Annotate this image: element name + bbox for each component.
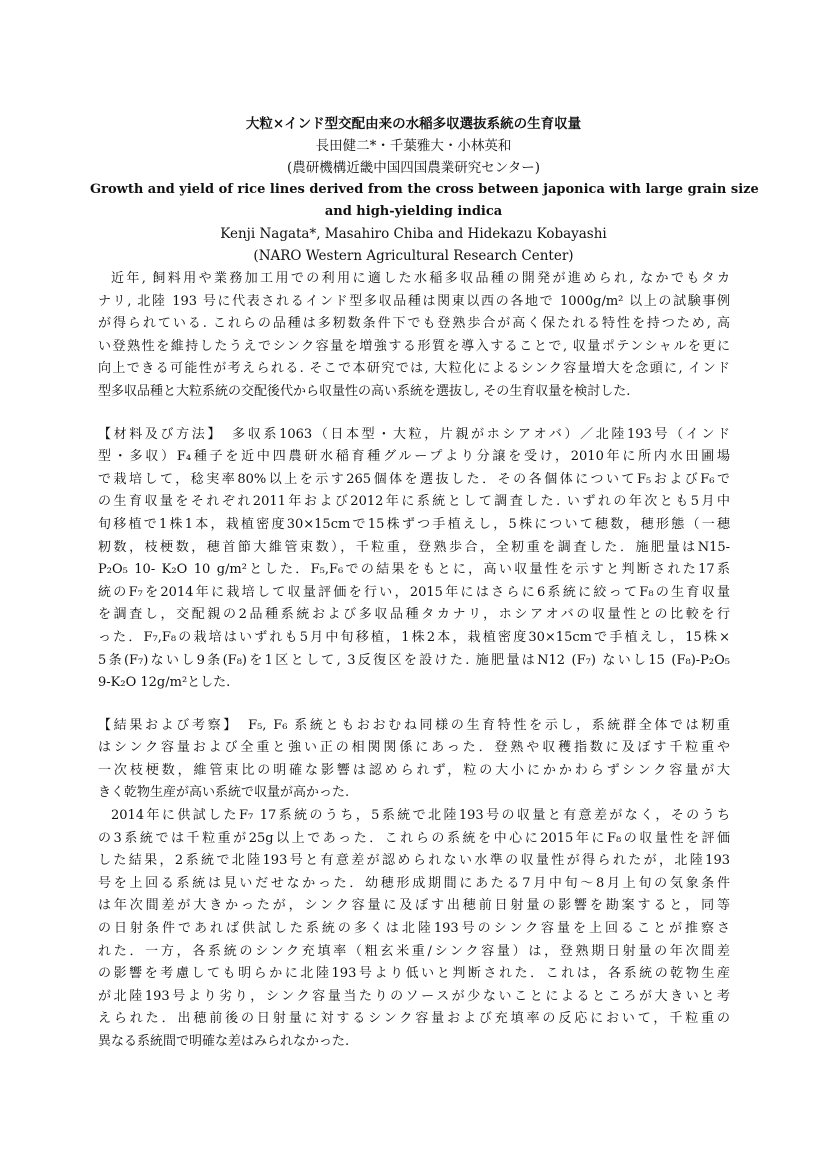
text-line: 一次枝梗数，維管束比の明確な影響は認められず，粒の大小にかかわらずシンク容量が大 bbox=[98, 762, 730, 778]
text-line: 2014年に供試したF₇ 17系統のうち，5系統で北陸193号の収量と有意差がなく，そのうち bbox=[111, 808, 730, 824]
intro-paragraph bbox=[98, 268, 730, 404]
text-line: えられた．出穂前後の日射量に対するシンク容量および充填率の反応において，千粒重の bbox=[98, 1011, 730, 1027]
authors-english: Kenji Nagata*, Masahiro Chiba and Hidekazu Kobayashi bbox=[220, 226, 607, 242]
text-line: 近年, 飼料用や業務加工用での利用に適した水稲多収品種の開発が進められ, なかでもタカ bbox=[111, 271, 730, 286]
text-line: P₂O₅ 10- K₂O 10 g/m²とした．F₅,F₆での結果をもとに，高い収量性を示すと判断された17系 bbox=[98, 562, 730, 578]
text-line: 5条(F₇)ないし9条(F₈)を1区として, 3反復区を設けた. 施肥量はN12 (F₇) ないし15 (F₈)-P₂O₅ bbox=[98, 652, 730, 668]
text-line: で栽培して，稔実率80%以上を示す265個体を選抜した．その各個体についてF₅およびF₆で bbox=[98, 471, 730, 487]
text-line: は年次間差が大きかったが，シンク容量に及ぼす出穂前日射量の影響を勘案すると，同等 bbox=[98, 898, 730, 914]
title-english-line-2: and high-yielding indica bbox=[324, 204, 503, 219]
text-line: ナリ, 北陸 193 号に代表されるインド型多収品種は関東以西の各地で 1000g/m² 以上の試験事例 bbox=[98, 293, 730, 309]
methods-paragraph bbox=[98, 424, 730, 695]
paper-body bbox=[98, 268, 730, 1054]
results-section bbox=[98, 715, 730, 1054]
text-line: った．F₇,F₈の栽培はいずれも5月中旬移植，1株2本，栽植密度30×15cmで手植えし，15株× bbox=[98, 629, 730, 645]
text-line: の生育収量をそれぞれ2011年および2012年に系統として調査した. いずれの年次とも5月中 bbox=[98, 494, 730, 510]
affiliation-english: (NARO Western Agricultural Research Center) bbox=[253, 248, 574, 264]
results-paragraph-2 bbox=[98, 805, 730, 1054]
text-line: した結果，2系統で北陸193号と有意差が認められない水準の収量性が得られたが，北陸193 bbox=[98, 853, 730, 869]
text-line: の3系統では千粒重が25g以上であった．これらの系統を中心に2015年にF₈の収量性を評価 bbox=[98, 830, 730, 846]
text-line: 旬移植で1株1本，栽植密度30×15cmで15株ずつ手植えし，5株について穂数，穂形態（一穂 bbox=[98, 516, 730, 532]
text-line: 号を上回る系統は見いだせなかった．幼穂形成期間にあたる7月中旬〜8月上旬の気象条件 bbox=[98, 875, 730, 891]
text-line: 【結果および考察】 F₅, F₆ 系統ともおおむね同様の生育特性を示し，系統群全体では籾重 bbox=[98, 717, 730, 733]
affiliation-japanese: (農研機構近畿中国四国農業研究センター) bbox=[287, 160, 540, 176]
text-line: い登熟性を維持したうえでシンク容量を増強する形質を導入することで, 収量ポテンシャルを更に bbox=[98, 338, 730, 354]
results-paragraph-1 bbox=[98, 715, 730, 805]
paper-header bbox=[90, 113, 759, 267]
text-line: 型・多収）F₄種子を近中四農研水稲育種グループより分譲を受け，2010年に所内水田圃場 bbox=[98, 449, 730, 465]
text-line: はシンク容量および全重と強い正の相関関係にあった．登熟や収穫指数に及ぼす千粒重や bbox=[98, 740, 730, 756]
title-japanese: 大粒×インド型交配由来の水稲多収選抜系統の生育収量 bbox=[245, 116, 582, 132]
text-line: が得られている. これらの品種は多籾数条件下でも登熟歩合が高く保たれる特性を持つため, 高 bbox=[98, 316, 730, 332]
text-line: 統のF₇を2014年に栽培して収量評価を行い，2015年にはさらに6系統に絞ってF₈の生育収量 bbox=[98, 584, 730, 600]
text-line: の日射条件であれば供試した系統の多くは北陸193号のシンク容量を上回ることが推察さ bbox=[98, 921, 730, 937]
text-line: が北陸193号より劣り，シンク容量当たりのソースが少ないことによるところが大きいと考 bbox=[98, 988, 730, 1004]
text-line: 異なる系統間で明確な差はみられなかった. bbox=[98, 1034, 350, 1049]
text-line: 向上できる可能性が考えられる. そこで本研究では, 大粒化によるシンク容量増大を念頭に, インド bbox=[98, 361, 730, 377]
text-line: 型多収品種と大粒系統の交配後代から収量性の高い系統を選抜し, その生育収量を検討した. bbox=[98, 383, 631, 399]
text-line: 籾数，枝梗数，穂首節大維管束数），千粒重，登熟歩合，全籾重を調査した．施肥量はN15- bbox=[98, 539, 730, 555]
text-line: きく乾物生産が高い系統で収量が高かった. bbox=[98, 785, 350, 801]
text-line: を調査し，交配親の2品種系統および多収品種タカナリ，ホシアオバの収量性との比較を行 bbox=[98, 607, 730, 623]
text-line: 【材料及び方法】 多収系1063（日本型・大粒，片親がホシアオバ）／北陸193号（インド bbox=[98, 426, 730, 442]
text-line: れた．一方，各系統のシンク充填率（粗玄米重/シンク容量）は，登熟期日射量の年次間差 bbox=[98, 943, 730, 959]
title-english-line-1: Growth and yield of rice lines derived from the cross between japonica with large grain size bbox=[90, 182, 759, 197]
text-line: の影響を考慮しても明らかに北陸193号より低いと判断された．これは，各系統の乾物生産 bbox=[98, 966, 730, 982]
text-line: 9-K₂O 12g/m²とした. bbox=[98, 675, 231, 691]
authors-japanese: 長田健二*・千葉雅大・小林英和 bbox=[315, 138, 512, 154]
